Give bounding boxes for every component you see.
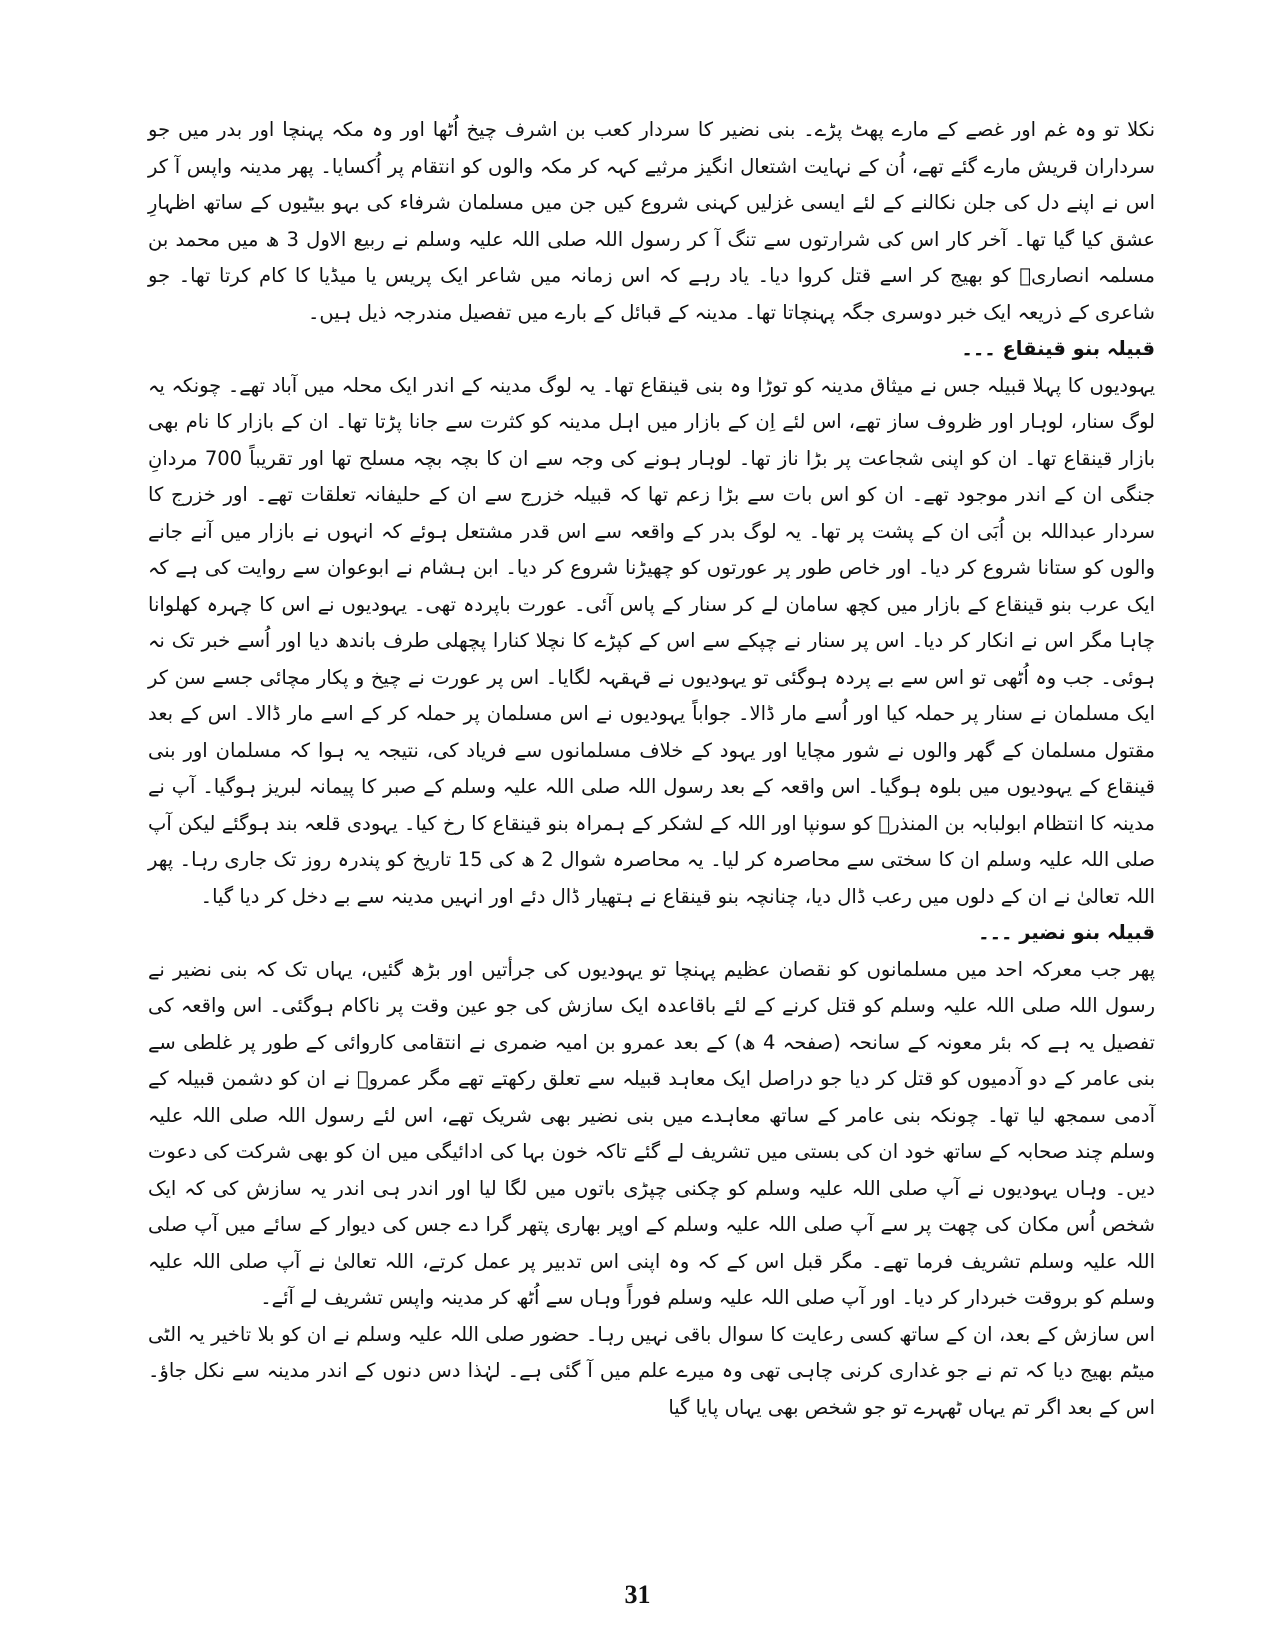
- paragraph: نکلا تو وہ غم اور غصے کے مارے پھٹ پڑے۔ بنی نضیر کا سردار کعب بن اشرف چیخ اُٹھا اور وہ مکہ پہنچا اور بدر میں جو سرداران قریش مارے گئے تھے، اُن کے نہایت اشتعال انگیز مرثیے کہہ کر مکہ والوں کو انتقام پر اُکسایا۔ پھر مدینہ واپس آ کر اس نے اپنے دل کی جلن نکالنے کے لئے ایسی غزلیں کہنی شروع کیں جن میں مسلمان شرفاء کی بہو بیٹیوں کے ساتھ اظہارِ عشق کیا گیا تھا۔ آخر کار اس کی شرارتوں سے تنگ آ کر رسول اللہ صلی اللہ علیہ وسلم نے ربیع الاول 3 ھ میں محمد بن مسلمہ انصاریؓ کو بھیج کر اسے قتل کروا دیا۔ یاد رہے کہ اس زمانہ میں شاعر ایک پریس یا میڈیا کا کام کرتا تھا۔ جو شاعری کے ذریعہ ایک خبر دوسری جگہ پہنچاتا تھا۔ مدینہ کے قبائل کے بارے میں تفصیل مندرجہ ذیل ہیں۔: [148, 118, 1155, 324]
- paragraph: یہودیوں کا پہلا قبیلہ جس نے میثاق مدینہ کو توڑا وہ بنی قینقاع تھا۔ یہ لوگ مدینہ کے اندر ایک محلہ میں آباد تھے۔ چونکہ یہ لوگ سنار، لوہار اور ظروف ساز تھے، اس لئے اِن کے بازار میں اہل مدینہ کو کثرت سے جانا پڑتا تھا۔ ان کے بازار کا نام بھی بازار قینقاع تھا۔ ان کو اپنی شجاعت پر بڑا ناز تھا۔ لوہار ہونے کی وجہ سے ان کا بچہ بچہ مسلح تھا اور تقریباً 700 مردانِ جنگی ان کے اندر موجود تھے۔ ان کو اس بات سے بڑا زعم تھا کہ قبیلہ خزرج سے ان کے حلیفانہ تعلقات تھے۔ اور خزرج کا سردار عبداللہ بن اُبَی ان کے پشت پر تھا۔ یہ لوگ بدر کے واقعہ سے اس قدر مشتعل ہوئے کہ انہوں نے بازار میں آنے جانے والوں کو ستانا شروع کر دیا۔ اور خاص طور پر عورتوں کو چھیڑنا شروع کر دیا۔ ابن ہشام نے ابوعوان سے روایت کی ہے کہ ایک عرب بنو قینقاع کے بازار میں کچھ سامان لے کر سنار کے پاس آئی۔ عورت باپردہ تھی۔ یہودیوں نے اس کا چہرہ کھلوانا چاہا مگر اس نے انکار کر دیا۔ اس پر سنار نے چپکے سے اس کے کپڑے کا نچلا کنارا پچھلی طرف باندھ دیا اور اُسے خبر تک نہ ہوئی۔ جب وہ اُٹھی تو اس سے بے پردہ ہوگئی تو یہودیوں نے قہقہہ لگایا۔ اس پر عورت نے چیخ و پکار مچائی جسے سن کر ایک مسلمان نے سنار پر حملہ کیا اور اُسے مار ڈالا۔ جواباً یہودیوں نے اس مسلمان پر حملہ کر کے اسے مار ڈالا۔ اس کے بعد مقتول مسلمان کے گھر والوں نے شور مچایا اور یہود کے خلاف مسلمانوں سے فریاد کی، نتیجہ یہ ہوا کہ مسلمان اور بنی قینقاع کے یہودیوں میں بلوہ ہوگیا۔ اس واقعہ کے بعد رسول اللہ صلی اللہ علیہ وسلم کے صبر کا پیمانہ لبریز ہوگیا۔ آپ نے مدینہ کا انتظام ابولبابہ بن المنذرؓ کو سونپا اور اللہ کے لشکر کے ہمراہ بنو قینقاع کا رخ کیا۔ یہودی قلعہ بند ہوگئے لیکن آپ صلی اللہ علیہ وسلم ان کا سختی سے محاصرہ کر لیا۔ یہ محاصرہ شوال 2 ھ کی 15 تاریخ کو پندرہ روز تک جاری رہا۔ پھر اللہ تعالیٰ نے ان کے دلوں میں رعب ڈال دیا، چنانچہ بنو قینقاع نے ہتھیار ڈال دئے اور انہیں مدینہ سے بے دخل کر دیا گیا۔: [148, 373, 1156, 908]
- section-heading: قبیلہ بنو قینقاع ۔۔۔: [961, 337, 1155, 360]
- paragraph: پھر جب معرکہ احد میں مسلمانوں کو نقصان عظیم پہنچا تو یہودیوں کی جرأتیں اور بڑھ گئیں، یہاں تک کہ بنی نضیر نے رسول اللہ صلی اللہ علیہ وسلم کو قتل کرنے کے لئے باقاعدہ ایک سازش کی جو عین وقت پر ناکام ہوگئی۔ اس واقعہ کی تفصیل یہ ہے کہ بئر معونہ کے سانحہ (صفحہ 4 ھ) کے بعد عمرو بن امیہ ضمری نے انتقامی کاروائی کے طور پر غلطی سے بنی عامر کے دو آدمیوں کو قتل کر دیا جو دراصل ایک معاہد قبیلہ سے تعلق رکھتے تھے مگر عمروؓ نے ان کو دشمن قبیلہ کے آدمی سمجھ لیا تھا۔ چونکہ بنی عامر کے ساتھ معاہدے میں بنی نضیر بھی شریک تھے، اس لئے رسول اللہ صلی اللہ علیہ وسلم چند صحابہ کے ساتھ خود ان کی بستی میں تشریف لے گئے تاکہ خون بہا کی ادائیگی میں ان کو بھی شرکت کی دعوت دیں۔ وہاں یہودیوں نے آپ صلی اللہ علیہ وسلم کو چکنی چپڑی باتوں میں لگا لیا اور اندر ہی اندر یہ سازش کی کہ ایک شخص اُس مکان کی چھت پر سے آپ صلی اللہ علیہ وسلم کے اوپر بھاری پتھر گرا دے جس کی دیوار کے سائے میں آپ صلی اللہ علیہ وسلم تشریف فرما تھے۔ مگر قبل اس کے کہ وہ اپنی اس تدبیر پر عمل کرتے، اللہ تعالیٰ نے آپ صلی اللہ علیہ وسلم کو بروقت خبردار کر دیا۔ اور آپ صلی اللہ علیہ وسلم فوراً وہاں سے اُٹھ کر مدینہ واپس تشریف لے آئے۔: [148, 957, 1155, 1309]
- section-heading: قبیلہ بنو نضیر ۔۔۔: [978, 921, 1155, 944]
- text-body: [148, 112, 1155, 1426]
- paragraph: اس سازش کے بعد، ان کے ساتھ کسی رعایت کا سوال باقی نہیں رہا۔ حضور صلی اللہ علیہ وسلم نے ان کو بلا تاخیر یہ الٹی میٹم بھیج دیا کہ تم نے جو غداری کرنی چاہی تھی وہ میرے علم میں آ گئی ہے۔ لہٰذا دس دنوں کے اندر مدینہ سے نکل جاؤ۔ اس کے بعد اگر تم یہاں ٹھہرے تو جو شخص بھی یہاں پایا گیا: [148, 1322, 1155, 1419]
- page-number: 31: [624, 1580, 651, 1609]
